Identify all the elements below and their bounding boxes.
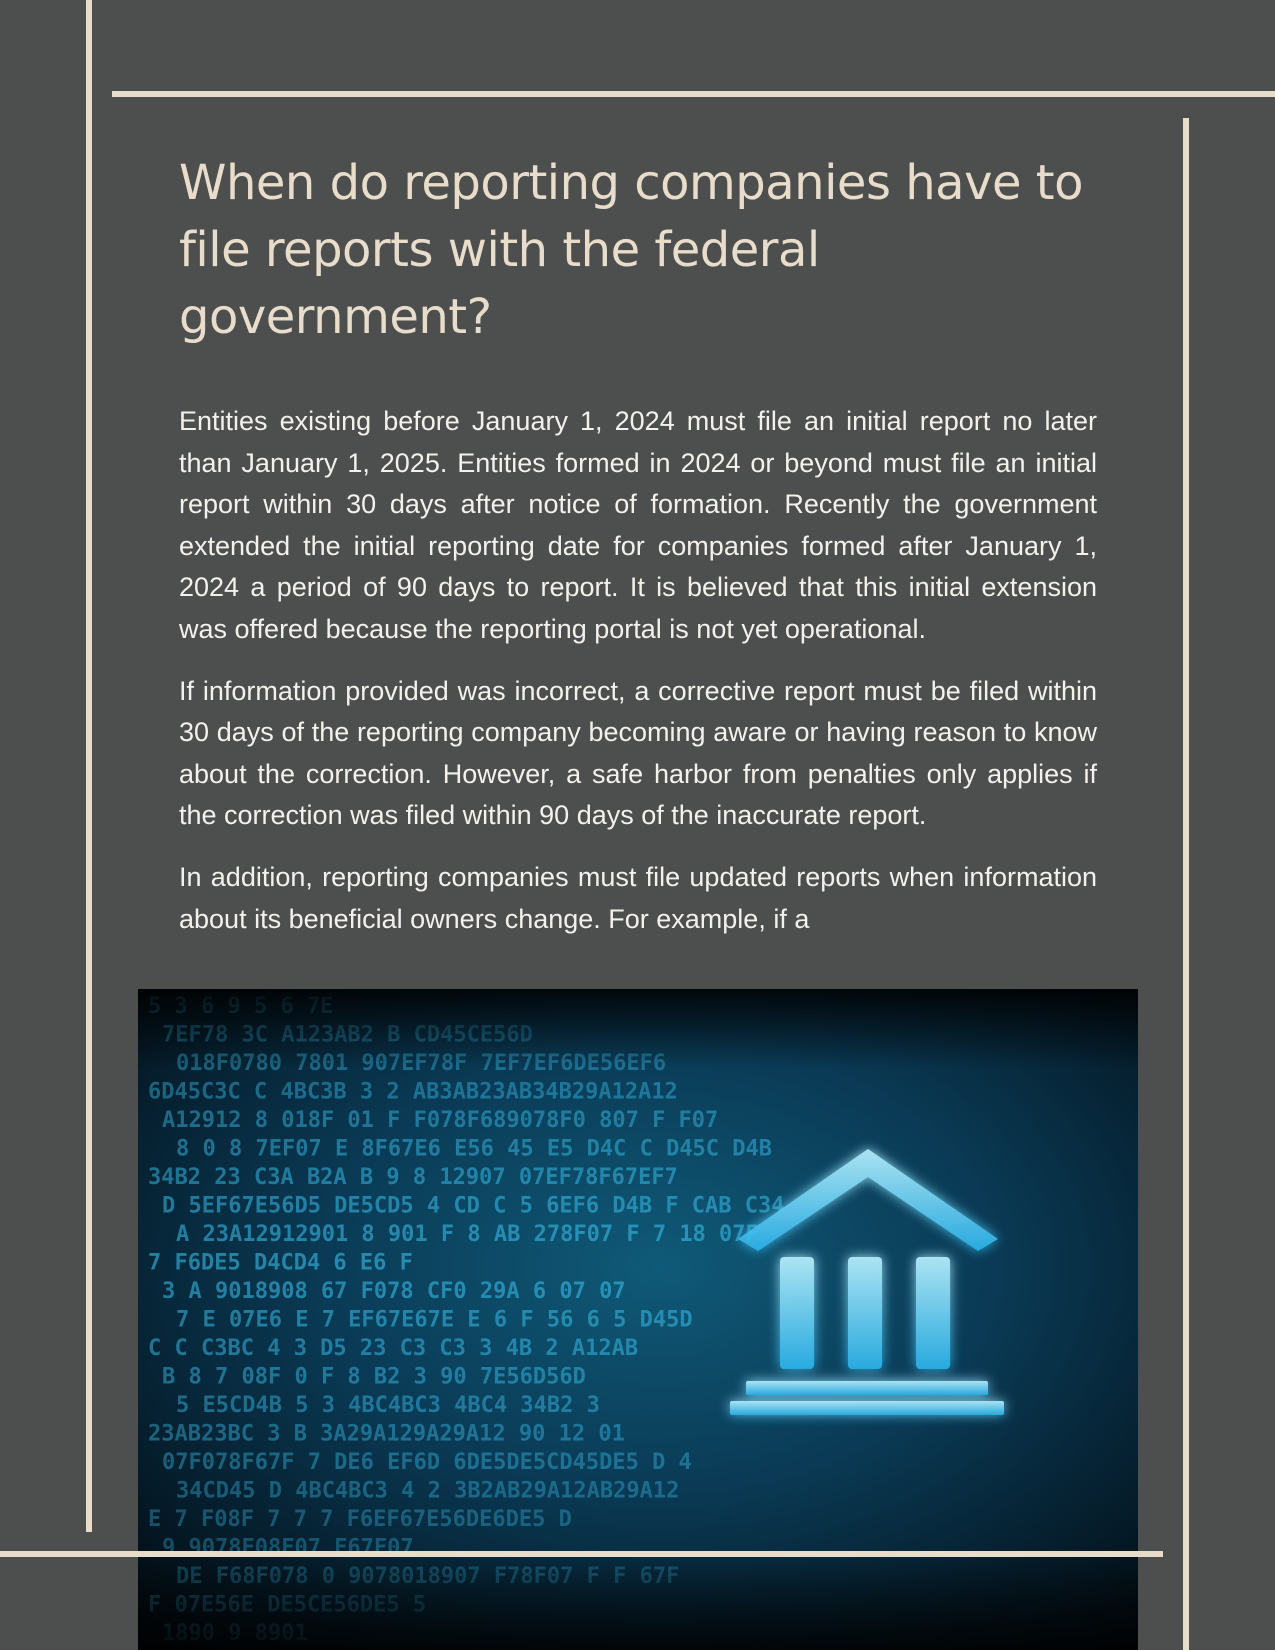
frame-line-top — [112, 91, 1275, 97]
article — [179, 150, 1097, 960]
paragraph-corrective-report: If information provided was incorrect, a corrective report must be filed within 30 days of the reporting company becoming aware or having reason to know about the correction. However, a safe harbor from penalties only applies if the correction was filed within 90 days of the inaccurate report. — [179, 675, 1097, 831]
page-title: When do reporting companies have to file reports with the federal government? — [179, 155, 1083, 345]
paragraph-initial-report: Entities existing before January 1, 2024 must file an initial report no later than January 1, 2025. Entities formed in 2024 or beyond must file an initial report within 30 days after notice of formation. Recently the government extended the initial reporting date for companies formed after January 1, 2024 a period of 90 days to report. It is believed that this initial extension was offered because the reporting portal is not yet operational. — [179, 406, 1097, 644]
frame-line-right — [1183, 118, 1189, 1650]
article-body — [179, 401, 1097, 940]
frame-line-left — [86, 0, 92, 1532]
paragraph-updated-report: In addition, reporting companies must file updated reports when information about its beneficial owners change. For example, if a — [179, 861, 1097, 934]
frame-line-bottom — [0, 1551, 1163, 1557]
